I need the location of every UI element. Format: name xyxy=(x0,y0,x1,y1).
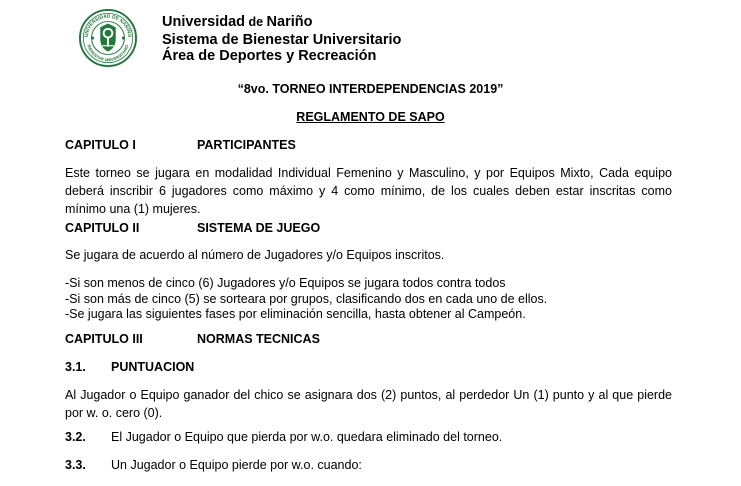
section-3-3-number: 3.3. xyxy=(65,458,86,472)
header-university-place: Nariño xyxy=(266,14,313,30)
header-system-name: Sistema de Bienestar Universitario xyxy=(162,32,402,48)
chapter-2-intro: Se jugara de acuerdo al número de Jugadores y/o Equipos inscritos. xyxy=(65,248,445,262)
list-item: -Se jugara las siguientes fases por eliminación sencilla, hasta obtener al Campeón. xyxy=(65,307,526,321)
seal-top-text: UNIVERSIDAD DE NARIÑO xyxy=(84,14,132,38)
document-title: “8vo. TORNEO INTERDEPENDENCIAS 2019” xyxy=(237,82,504,96)
section-3-2-text: El Jugador o Equipo que pierda por w.o. quedara eliminado del torneo. xyxy=(111,430,503,444)
university-seal-logo xyxy=(79,9,137,67)
section-3-1-number: 3.1. xyxy=(65,360,86,374)
chapter-2-heading: SISTEMA DE JUEGO xyxy=(197,221,321,235)
header-university-name xyxy=(162,14,312,30)
chapter-3-label: CAPITULO III xyxy=(65,332,143,346)
chapter-3-heading: NORMAS TECNICAS xyxy=(197,332,320,346)
seal-bottom-text: BIENESTAR UNIVERSITARIO xyxy=(86,43,130,63)
section-3-1-title: PUNTUACION xyxy=(111,360,195,374)
header-university-preposition: de xyxy=(245,15,267,29)
chapter-1-paragraph: Este torneo se jugara en modalidad Individual Femenino y Masculino, y por Equipos Mixto, Cada equipo deberá inscribir 6 jugadores como máximo y 4 como mínimo, de los cuales deben estar inscritas como mínimo una (1) mujeres. xyxy=(65,166,672,216)
section-3-1-paragraph: Al Jugador o Equipo ganador del chico se asignara dos (2) puntos, al perdedor Un (1) punto y al que pierde por w. o. cero (0). xyxy=(65,388,672,420)
list-item: -Si son más de cinco (5) se sorteara por grupos, clasificando dos en cada uno de ellos. xyxy=(65,292,548,306)
section-3-3-text: Un Jugador o Equipo pierde por w.o. cuando: xyxy=(111,458,362,472)
chapter-1-label: CAPITULO I xyxy=(65,138,136,152)
chapter-1-heading: PARTICIPANTES xyxy=(197,138,296,152)
header-area-name: Área de Deportes y Recreación xyxy=(162,48,377,64)
document-subtitle: REGLAMENTO DE SAPO xyxy=(296,110,445,124)
section-3-2-number: 3.2. xyxy=(65,430,86,444)
chapter-2-label: CAPITULO II xyxy=(65,221,140,235)
header-university-word: Universidad xyxy=(162,14,245,30)
list-item: -Si son menos de cinco (6) Jugadores y/o Equipos se jugara todos contra todos xyxy=(65,276,506,290)
